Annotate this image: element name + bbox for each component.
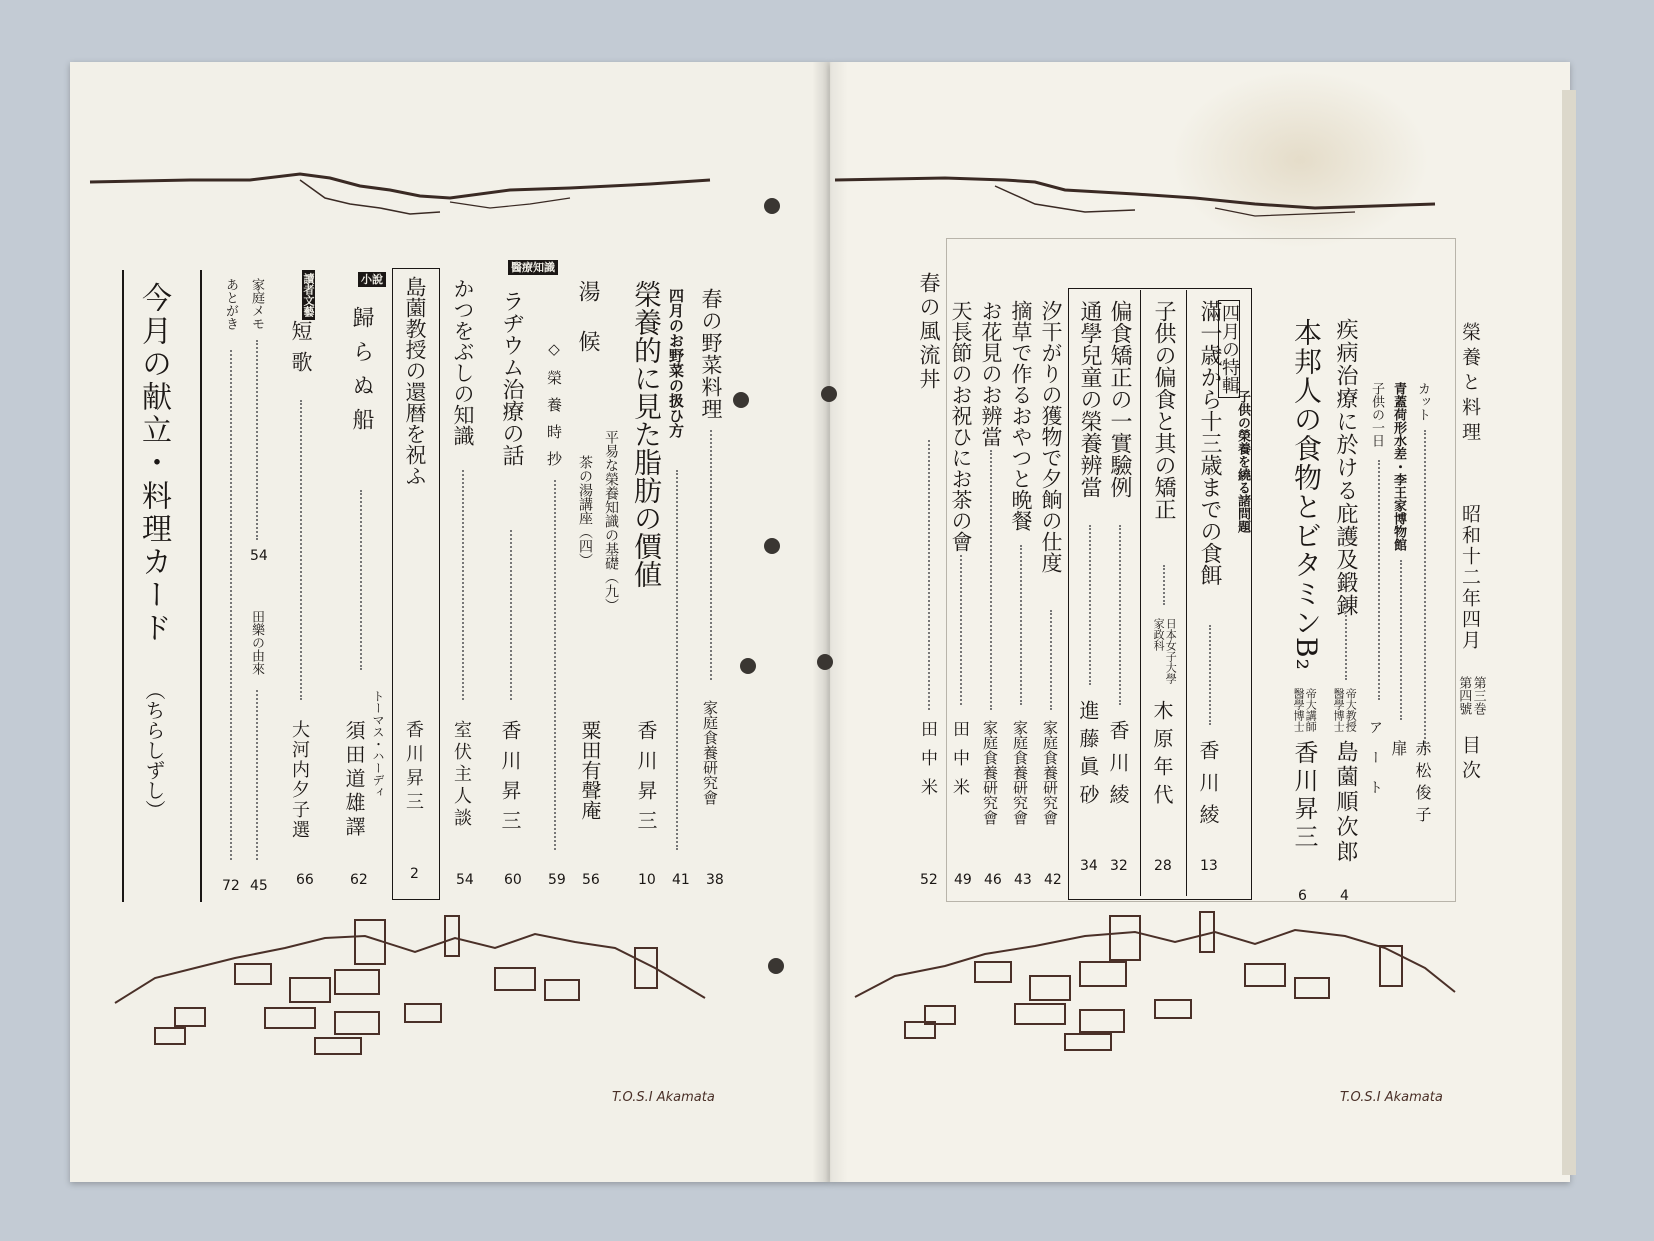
page-number: 42 (1044, 872, 1062, 888)
leader-dots (510, 530, 512, 700)
leader-dots (960, 555, 962, 705)
article-author: 香川昇三 (403, 720, 424, 816)
article-title: 本邦人の食物とビタミンB₂ (1290, 318, 1323, 671)
article-subtitle: 平易な榮養知識の基礎（九） (603, 430, 619, 612)
page-number: 52 (920, 872, 938, 888)
leader-dots (1020, 545, 1022, 705)
page-number: 28 (1154, 858, 1172, 874)
leader-dots (256, 690, 258, 860)
page-number: 49 (954, 872, 972, 888)
category-badge: 讀者文藝 (302, 270, 315, 320)
article-title: 汐干がりの獲物で夕餉の仕度 (1039, 300, 1063, 573)
binding-hole (733, 392, 749, 408)
artist-signature: T.O.S.I Akamata (612, 1090, 715, 1105)
feature-article-title: 滿一歳から十三歳までの食餌 (1197, 300, 1222, 586)
article-author: 大河内夕子選 (289, 720, 310, 840)
author-credential: 帝大講師 醫學博士 (1292, 688, 1318, 732)
leader-dots (676, 470, 678, 850)
credit-title: 子供の一日 (1369, 382, 1384, 447)
feature-article-title: 偏食矯正の一實驗例 (1107, 300, 1132, 498)
right-mountain-illustration (835, 168, 1455, 238)
misc-note: 田樂の由來 (249, 610, 264, 675)
leader-dots (256, 340, 258, 540)
article-author: 田中米 (917, 720, 937, 807)
binding-hole (764, 198, 780, 214)
page-number: 13 (1200, 858, 1218, 874)
page-number: 66 (296, 872, 314, 888)
article-author: 家庭食養研究會 (1041, 720, 1059, 825)
article-title: 春の野菜料理 (699, 288, 723, 420)
leader-dots (554, 480, 556, 850)
magazine-title: 榮養と料理 (1459, 322, 1481, 447)
leader-dots (710, 430, 712, 680)
article-author: 家庭食養研究會 (701, 700, 719, 805)
toc-label: 目次 (1459, 735, 1481, 785)
article-title: 四月のお野菜の扱ひ方 (667, 288, 685, 438)
volume-number: 第三巻 第四號 (1456, 676, 1486, 715)
article-title: 春の風流丼 (917, 272, 941, 392)
credit-author: 赤松俊子 (1413, 740, 1432, 828)
article-author: 香川昇三 (634, 720, 658, 840)
article-title: 短歌 (289, 320, 313, 382)
article-title: ラヂウム治療の話 (499, 290, 524, 466)
page-number: 54 (250, 548, 268, 564)
issue-date: 昭和十二年四月 (1459, 504, 1481, 651)
page-number: 56 (582, 872, 600, 888)
binding-hole (768, 958, 784, 974)
page-number: 46 (984, 872, 1002, 888)
article-author: 家庭食養研究會 (981, 720, 999, 825)
article-title: 島薗教授の還暦を祝ふ (403, 276, 427, 486)
feature-article-author: 香川綾 (1196, 740, 1220, 836)
leader-dots (230, 350, 232, 860)
card-rule-right (200, 270, 202, 902)
article-subtitle: 茶の湯講座（四） (577, 455, 593, 567)
page-edge (1562, 90, 1576, 1175)
page-number: 62 (350, 872, 368, 888)
credit-author: 扉 (1389, 740, 1408, 756)
misc-title: 家庭メモ (249, 278, 264, 330)
artist-signature: T.O.S.I Akamata (1340, 1090, 1443, 1105)
credit-title: カット (1415, 382, 1430, 421)
page-number: 32 (1110, 858, 1128, 874)
credit-title: 青蓋荷形水差・李王家博物館 (1391, 382, 1406, 551)
binding-hole (764, 538, 780, 554)
binding-hole (817, 654, 833, 670)
article-author: 室伏主人談 (451, 720, 472, 830)
cards-subtitle: （ちらしずし） (142, 680, 166, 820)
leader-dots (300, 400, 302, 700)
article-title: 湯候 (575, 280, 600, 380)
page-number: 2 (410, 866, 419, 882)
credit-author: アート (1367, 720, 1383, 810)
card-rule-left (122, 270, 124, 902)
page-number: 45 (250, 878, 268, 894)
article-author: 香川昇三 (1290, 740, 1318, 852)
category-badge: 醫療知識 (508, 260, 558, 275)
feature-article-author: 進藤眞砂 (1076, 700, 1100, 812)
leader-dots (1050, 610, 1052, 710)
feature-subtitle: 子供の榮養を繞る諸問題 (1235, 390, 1250, 533)
leader-dots (990, 450, 992, 710)
article-title: 疾病治療に於ける庇護及鍛錬 (1333, 318, 1358, 617)
article-title: ◇榮養時抄 (545, 340, 563, 478)
cards-title: 今月の献立・料理カード (136, 282, 171, 645)
feature-label: 四月の特輯 (1218, 300, 1240, 398)
article-author: 粟田有聲庵 (578, 720, 602, 820)
page-number: 60 (504, 872, 522, 888)
page-number: 38 (706, 872, 724, 888)
feature-article-title: 子供の偏食と其の矯正 (1151, 300, 1176, 520)
feature-article-title: 通學兒童の榮養辨當 (1077, 300, 1102, 498)
article-author: 須田道雄譯 (342, 720, 366, 840)
page-number: 6 (1298, 888, 1307, 904)
page-number: 59 (548, 872, 566, 888)
feature-article-author: 木原年代 (1150, 700, 1174, 812)
page-number: 41 (672, 872, 690, 888)
page-number: 4 (1340, 888, 1349, 904)
left-mountain-illustration (90, 168, 730, 238)
left-village-illustration (115, 908, 735, 1068)
translator-source: トーマス・ハーディ (371, 690, 385, 798)
page-number: 10 (638, 872, 656, 888)
article-author: 家庭食養研究會 (1011, 720, 1029, 825)
author-credential: 帝大教授 醫學博士 (1332, 688, 1358, 732)
feature-article-author: 香川綾 (1106, 720, 1130, 816)
page-number: 34 (1080, 858, 1098, 874)
leader-dots (928, 440, 930, 710)
article-author: 香川昇三 (498, 720, 522, 840)
article-author: 田中米 (949, 720, 969, 807)
binding-hole (740, 658, 756, 674)
article-title: 摘草で作るおやつと晩餐 (1009, 300, 1033, 531)
page-number: 72 (222, 878, 240, 894)
article-title: 天長節のお祝ひにお茶の會 (949, 300, 973, 552)
misc-title: あとがき (223, 278, 238, 330)
binding-hole (821, 386, 837, 402)
article-author: 島薗順次郎 (1333, 740, 1358, 865)
article-title: かつをぶしの知識 (451, 278, 475, 446)
category-badge: 小說 (358, 272, 386, 287)
leader-dots (462, 470, 464, 700)
right-village-illustration (855, 902, 1475, 1062)
page-number: 43 (1014, 872, 1032, 888)
leader-dots (360, 490, 362, 670)
article-title: 榮養的に見た脂肪の價値 (630, 280, 663, 588)
author-credential: 日本女子大學 家政科 (1152, 618, 1178, 684)
article-title: お花見のお辨當 (979, 300, 1003, 447)
article-title: 歸らぬ船 (349, 306, 374, 442)
page-number: 54 (456, 872, 474, 888)
